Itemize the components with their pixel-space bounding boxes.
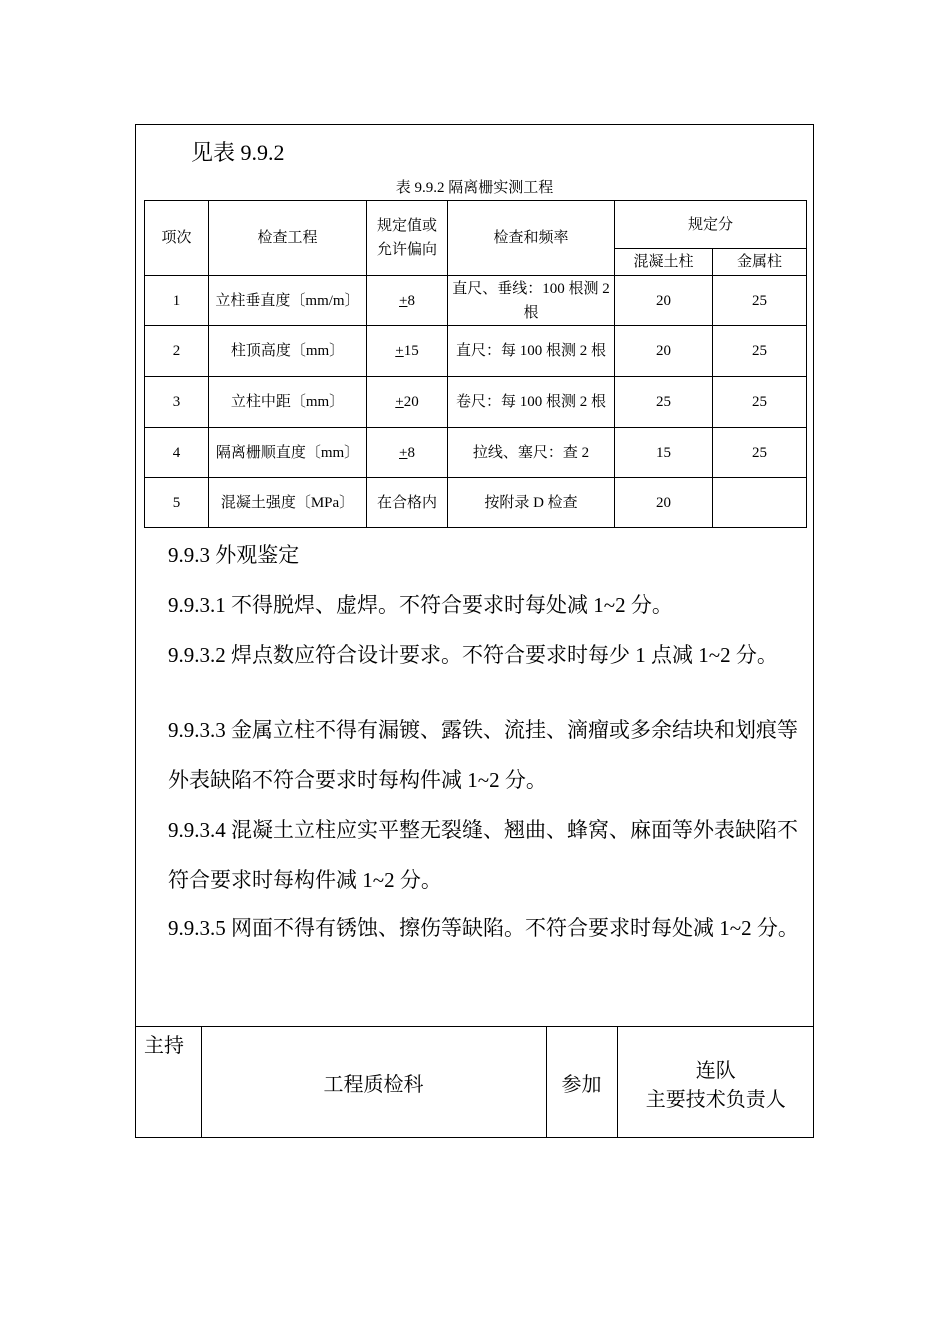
join-unit-line2: 主要技术负责人 (645, 1088, 786, 1111)
cell-method: 直尺、垂线：100 根测 2 根 (448, 276, 615, 326)
cell-tolerance (367, 428, 448, 478)
cell-method: 直尺：每 100 根测 2 根 (448, 326, 615, 377)
table-row (145, 276, 807, 326)
tolerance-value: 20 (403, 394, 419, 410)
cell-no: 3 (145, 377, 209, 428)
host-unit: 工程质检科 (201, 1027, 546, 1139)
cell-no: 4 (145, 428, 209, 478)
table-row (145, 428, 807, 478)
cell-method: 拉线、塞尺：查 2 (448, 428, 615, 478)
table-row (145, 478, 807, 528)
plus-minus-sign: + (395, 394, 404, 410)
header-score-metal: 金属柱 (713, 249, 807, 276)
cell-item: 柱顶高度〔mm〕 (209, 326, 367, 377)
signoff-table (135, 1026, 814, 1138)
cell-no: 2 (145, 326, 209, 377)
header-method: 检查和频率 (448, 201, 615, 276)
tolerance-value: 8 (407, 444, 415, 461)
table-row (145, 326, 807, 377)
cell-score-metal: 25 (713, 276, 807, 326)
cell-item: 混凝土强度〔MPa〕 (209, 478, 367, 528)
cell-method: 卷尺：每 100 根测 2 根 (448, 377, 615, 428)
cell-score-metal: 25 (713, 377, 807, 428)
cell-score-concrete: 20 (615, 276, 713, 326)
cell-tolerance (367, 377, 448, 428)
join-unit (617, 1027, 814, 1139)
plus-minus-sign: + (395, 343, 404, 359)
cell-score-concrete: 25 (615, 377, 713, 428)
clause-9-9-3-3: 9.9.3.3 金属立柱不得有漏镀、露铁、流挂、滴瘤或多余结块和划痕等外表缺陷不符合要求时每构件减 1~2 分。 (168, 718, 798, 792)
header-score: 规定分 (615, 201, 807, 249)
cell-score-metal: 25 (713, 326, 807, 377)
clause-9-9-3-2: 9.9.3.2 焊点数应符合设计要求。不符合要求时每少 1 点减 1~2 分。 (168, 643, 778, 667)
cell-tolerance (367, 326, 448, 377)
section-heading: 9.9.3 外观鉴定 (168, 543, 300, 567)
tolerance-value: 8 (407, 292, 415, 309)
cell-no: 5 (145, 478, 209, 528)
cell-score-metal: 25 (713, 428, 807, 478)
table-caption: 表 9.9.2 隔离栅实测工程 (395, 180, 554, 196)
cell-tolerance (367, 276, 448, 326)
cell-score-concrete: 15 (615, 428, 713, 478)
inspection-table (144, 200, 807, 528)
header-score-concrete: 混凝土柱 (615, 249, 713, 276)
cell-no: 1 (145, 276, 209, 326)
tolerance-value: 15 (403, 343, 419, 359)
join-unit-line1: 连队 (695, 1059, 736, 1082)
cell-score-metal (713, 478, 807, 528)
host-label: 主持 (135, 1027, 201, 1139)
header-item-no: 项次 (145, 201, 209, 276)
section-reference: 见表 9.9.2 (191, 140, 285, 165)
header-tolerance: 规定值或允许偏向 (367, 201, 448, 276)
header-item: 检查工程 (209, 201, 367, 276)
cell-item: 隔离栅顺直度〔mm〕 (209, 428, 367, 478)
cell-item: 立柱垂直度〔mm/m〕 (209, 276, 367, 326)
plus-minus-sign: + (399, 444, 408, 461)
tolerance-value: 在合格内 (376, 494, 437, 511)
cell-score-concrete: 20 (615, 478, 713, 528)
join-label: 参加 (546, 1027, 617, 1139)
table-row (145, 377, 807, 428)
clause-9-9-3-5: 9.9.3.5 网面不得有锈蚀、擦伤等缺陷。不符合要求时每处减 1~2 分。 (168, 916, 799, 940)
cell-score-concrete: 20 (615, 326, 713, 377)
cell-method: 按附录 D 检查 (448, 478, 615, 528)
cell-tolerance (367, 478, 448, 528)
plus-minus-sign: + (399, 292, 408, 309)
cell-item: 立柱中距〔mm〕 (209, 377, 367, 428)
clause-9-9-3-1: 9.9.3.1 不得脱焊、虚焊。不符合要求时每处减 1~2 分。 (168, 593, 673, 617)
clause-9-9-3-4: 9.9.3.4 混凝土立柱应实平整无裂缝、翘曲、蜂窝、麻面等外表缺陷不符合要求时每构件减 1~2 分。 (168, 818, 798, 892)
